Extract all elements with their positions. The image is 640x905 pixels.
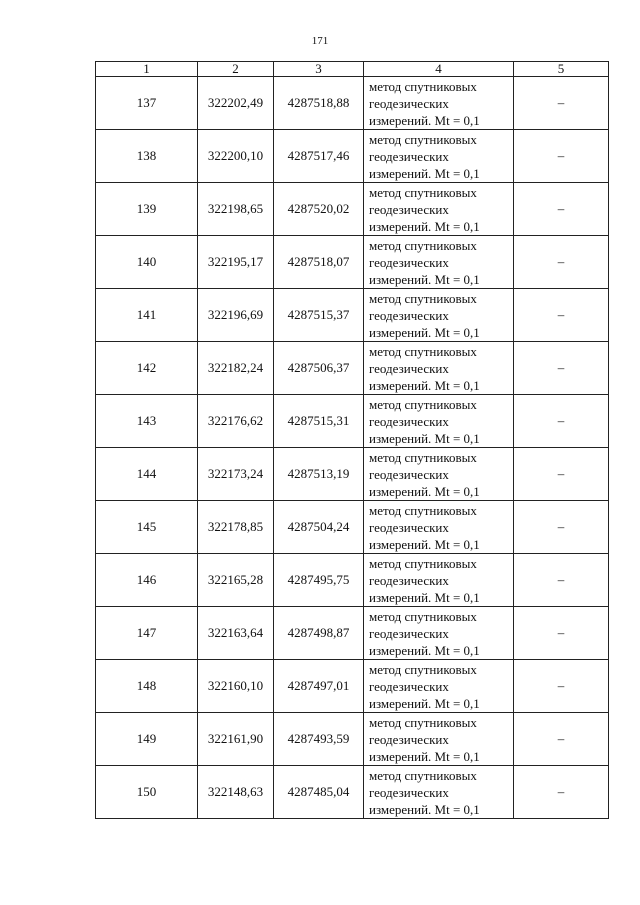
table-row [96,130,609,183]
method-line: метод спутниковых [369,78,477,94]
method-cell [364,766,514,819]
coordinate-x-cell: 322178,85 [198,501,274,554]
method-cell [364,554,514,607]
method-line: метод спутниковых [369,767,477,783]
method-line: геодезических [369,360,449,376]
method-line: метод спутниковых [369,396,477,412]
point-number-cell: 149 [96,713,198,766]
method-cell [364,342,514,395]
method-cell [364,77,514,130]
point-number-cell: 141 [96,289,198,342]
page-number: 171 [311,35,329,47]
header-row [96,62,609,77]
coordinate-y-cell: 4287518,07 [274,236,364,289]
table-row [96,342,609,395]
coordinate-x-cell: 322163,64 [198,607,274,660]
method-line: измерений. Mt = 0,1 [369,748,480,764]
method-line: геодезических [369,201,449,217]
method-line: измерений. Mt = 0,1 [369,112,480,128]
table-row [96,448,609,501]
coordinate-x-cell: 322202,49 [198,77,274,130]
coordinate-y-cell: 4287513,19 [274,448,364,501]
method-line: измерений. Mt = 0,1 [369,589,480,605]
note-cell: – [514,342,609,395]
method-cell [364,236,514,289]
coordinate-y-cell: 4287520,02 [274,183,364,236]
method-line: геодезических [369,307,449,323]
point-number-cell: 145 [96,501,198,554]
header-col-2: 2 [198,62,274,77]
method-line: метод спутниковых [369,343,477,359]
coordinate-x-cell: 322161,90 [198,713,274,766]
method-line: геодезических [369,466,449,482]
method-line: метод спутниковых [369,502,477,518]
point-number-cell: 150 [96,766,198,819]
method-line: измерений. Mt = 0,1 [369,695,480,711]
note-cell: – [514,77,609,130]
coordinate-x-cell: 322195,17 [198,236,274,289]
method-cell [364,130,514,183]
note-cell: – [514,289,609,342]
coordinate-y-cell: 4287517,46 [274,130,364,183]
note-cell: – [514,607,609,660]
table-row [96,236,609,289]
method-line: метод спутниковых [369,290,477,306]
method-cell [364,183,514,236]
point-number-cell: 137 [96,77,198,130]
method-cell [364,289,514,342]
coordinate-x-cell: 322182,24 [198,342,274,395]
point-number-cell: 142 [96,342,198,395]
method-line: геодезических [369,784,449,800]
method-line: измерений. Mt = 0,1 [369,801,480,817]
table-row [96,607,609,660]
method-line: измерений. Mt = 0,1 [369,483,480,499]
coordinate-y-cell: 4287515,31 [274,395,364,448]
note-cell: – [514,183,609,236]
table-row [96,289,609,342]
coordinate-y-cell: 4287498,87 [274,607,364,660]
method-line: геодезических [369,95,449,111]
point-number-cell: 143 [96,395,198,448]
method-line: измерений. Mt = 0,1 [369,271,480,287]
coordinate-y-cell: 4287485,04 [274,766,364,819]
coordinate-x-cell: 322173,24 [198,448,274,501]
coordinate-x-cell: 322196,69 [198,289,274,342]
method-line: измерений. Mt = 0,1 [369,642,480,658]
table-row [96,554,609,607]
header-col-4: 4 [364,62,514,77]
table-row [96,77,609,130]
coordinate-y-cell: 4287504,24 [274,501,364,554]
note-cell: – [514,501,609,554]
header-col-5: 5 [514,62,609,77]
method-line: метод спутниковых [369,608,477,624]
note-cell: – [514,395,609,448]
method-cell [364,448,514,501]
coordinate-x-cell: 322198,65 [198,183,274,236]
note-cell: – [514,448,609,501]
method-line: геодезических [369,413,449,429]
method-cell [364,607,514,660]
method-line: измерений. Mt = 0,1 [369,536,480,552]
coordinate-x-cell: 322160,10 [198,660,274,713]
header-col-1: 1 [96,62,198,77]
table-row [96,183,609,236]
method-line: геодезических [369,254,449,270]
method-line: измерений. Mt = 0,1 [369,218,480,234]
method-line: метод спутниковых [369,555,477,571]
note-cell: – [514,660,609,713]
coordinate-y-cell: 4287495,75 [274,554,364,607]
coordinate-y-cell: 4287497,01 [274,660,364,713]
coordinate-x-cell: 322200,10 [198,130,274,183]
method-line: измерений. Mt = 0,1 [369,165,480,181]
table-header [96,62,609,77]
note-cell: – [514,130,609,183]
coordinate-y-cell: 4287518,88 [274,77,364,130]
method-line: метод спутниковых [369,661,477,677]
method-line: метод спутниковых [369,237,477,253]
point-number-cell: 147 [96,607,198,660]
method-line: геодезических [369,731,449,747]
method-line: измерений. Mt = 0,1 [369,430,480,446]
point-number-cell: 148 [96,660,198,713]
table-row [96,395,609,448]
coordinate-y-cell: 4287493,59 [274,713,364,766]
coordinate-y-cell: 4287515,37 [274,289,364,342]
method-line: геодезических [369,678,449,694]
note-cell: – [514,713,609,766]
header-col-3: 3 [274,62,364,77]
coordinate-x-cell: 322165,28 [198,554,274,607]
method-cell [364,501,514,554]
method-cell [364,395,514,448]
method-cell [364,660,514,713]
method-line: геодезических [369,625,449,641]
table-row [96,713,609,766]
coordinate-x-cell: 322148,63 [198,766,274,819]
table-row [96,660,609,713]
table-body [96,77,609,819]
method-line: измерений. Mt = 0,1 [369,324,480,340]
method-line: метод спутниковых [369,184,477,200]
method-cell [364,713,514,766]
method-line: геодезических [369,519,449,535]
coordinate-y-cell: 4287506,37 [274,342,364,395]
method-line: метод спутниковых [369,714,477,730]
coordinates-table [95,61,609,819]
method-line: измерений. Mt = 0,1 [369,377,480,393]
point-number-cell: 139 [96,183,198,236]
note-cell: – [514,766,609,819]
point-number-cell: 144 [96,448,198,501]
table-row [96,501,609,554]
table-row [96,766,609,819]
method-line: геодезических [369,572,449,588]
method-line: метод спутниковых [369,131,477,147]
method-line: геодезических [369,148,449,164]
note-cell: – [514,236,609,289]
method-line: метод спутниковых [369,449,477,465]
note-cell: – [514,554,609,607]
point-number-cell: 140 [96,236,198,289]
coordinate-x-cell: 322176,62 [198,395,274,448]
point-number-cell: 138 [96,130,198,183]
point-number-cell: 146 [96,554,198,607]
